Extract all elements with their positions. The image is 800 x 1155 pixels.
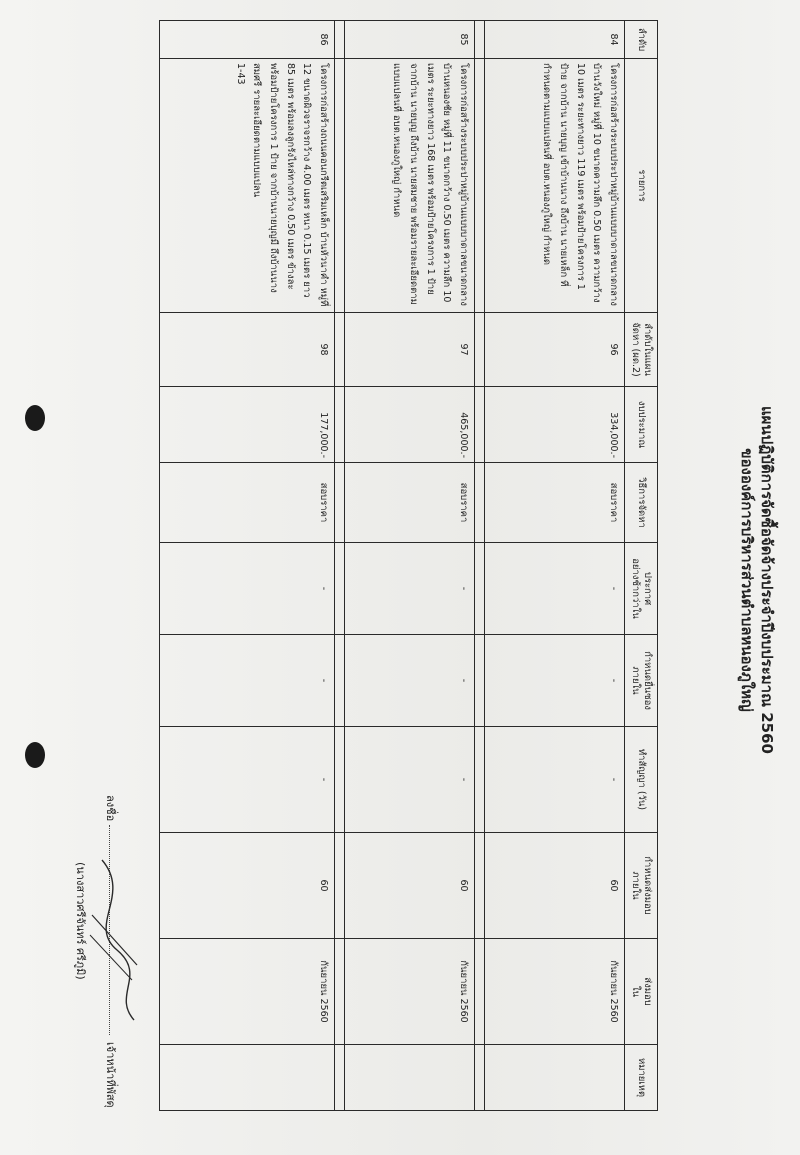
row-note	[345, 1045, 475, 1111]
document-title: แผนปฏิบัติการจัดซื้อจัดจ้างประจำปีงบประมาณ 2560	[758, 406, 776, 754]
row-budget: 334,000.-	[485, 387, 625, 463]
header-month: ส่งมอบ ใน	[625, 939, 658, 1045]
row-note	[485, 1045, 625, 1111]
signature-block	[30, 20, 120, 1140]
header-delivery: กำหนดส่งมอบ ภายใน	[625, 833, 658, 939]
header-plan-no: ลำดับในแผน จัดหา (ผด.2)	[625, 313, 658, 387]
row-contract: -	[485, 727, 625, 833]
row-detail: โครงการก่อสร้างถนนคอนกรีตเสริมเหล็ก บ้านหัวนาคำ หมู่ที่ 12 ขนาดผิวจราจรกว้าง 4.00 เมตร หนา 0.15 เมตร ยาว 85 เมตร พร้อมลงลูกรังไหล่ทางกว้าง 0.50 เมตร ข้างละ พร้อมป้ายโครงการ 1 ป้าย จากบ้านนายบุญมี ถึงบ้านนางสมศรี รายละเอียดตามแบบแปลน 1-43	[160, 59, 335, 313]
row-contract: -	[345, 727, 475, 833]
row-note	[160, 1045, 335, 1111]
row-contract: -	[160, 727, 335, 833]
spacer-row	[475, 21, 485, 1111]
row-announce: -	[160, 543, 335, 635]
signature-role: เจ้าหน้าที่พัสดุ	[104, 1042, 117, 1108]
handwritten-signature	[82, 855, 142, 1025]
page-ref: 1-43	[234, 63, 246, 85]
row-delivery: 60	[345, 833, 475, 939]
table-row	[345, 21, 475, 1111]
row-plan-no: 97	[345, 313, 475, 387]
table-row	[160, 21, 335, 1111]
row-detail: โครงการก่อสร้างระบบประปาหมู่บ้านแบบบาดาลขนาดกลาง บ้านวังใหม่ หมู่ที่ 10 ขนาดความลึก 0.50 เมตร ความกว้าง 10 เมตร ระยะทางยาว 119 เมตร พร้อมป้ายโครงการ 1 ป้าย จากบ้าน นายบุญ เข้าบ้านนาง ถึงบ้าน นายเหล็ก ที่กำหนดตามแบบแปลนที่ อบต.หนองภูใหญ่ กำหนด	[485, 59, 625, 313]
row-month: กันยายน 2560	[345, 939, 475, 1045]
table-row	[485, 21, 625, 1111]
header-detail: รายการ	[625, 59, 658, 313]
row-no: 86	[160, 21, 335, 59]
row-announce: -	[345, 543, 475, 635]
row-budget: 177,000.-	[160, 387, 335, 463]
rotated-document	[15, 20, 795, 1140]
procurement-table	[159, 20, 658, 1111]
row-plan-no: 98	[160, 313, 335, 387]
row-announce: -	[485, 543, 625, 635]
document-subtitle: ขององค์การบริหารส่วนตำบลหนองภูใหญ่	[738, 448, 756, 712]
header-budget: งบประมาณ	[625, 387, 658, 463]
row-submit: -	[160, 635, 335, 727]
row-submit: -	[485, 635, 625, 727]
spacer-row	[335, 21, 345, 1111]
row-method: สอบราคา	[345, 463, 475, 543]
row-delivery: 60	[160, 833, 335, 939]
header-submit: กำหนดยื่นซอง ภายใน	[625, 635, 658, 727]
header-method: วิธีการจัดหา	[625, 463, 658, 543]
row-method: สอบราคา	[160, 463, 335, 543]
row-month: กันยายน 2560	[485, 939, 625, 1045]
row-no: 85	[345, 21, 475, 59]
header-no: ลำดับ	[625, 21, 658, 59]
signature-label: ลงชื่อ	[104, 795, 117, 822]
row-no: 84	[485, 21, 625, 59]
row-month: กันยายน 2560	[160, 939, 335, 1045]
row-budget: 465,000.-	[345, 387, 475, 463]
header-note: หมายเหตุ	[625, 1045, 658, 1111]
row-detail: โครงการก่อสร้างระบบประปาหมู่บ้านแบบบาดาลขนาดกลาง บ้านหนองชัย หมู่ที่ 11 ขนาดกว้าง 0.50 เมตร ความลึก 10 เมตร ระยะทางยาว 168 เมตร พร้อมป้ายโครงการ 1 ป้าย จากบ้าน นายบุญ ถึงบ้าน นายสมชาย พร้อมรายละเอียดตามแบบแปลนที่ อบต.หนองภูใหญ่ กำหนด	[345, 59, 475, 313]
row-delivery: 60	[485, 833, 625, 939]
row-submit: -	[345, 635, 475, 727]
signature-name: (นางสาวศรีจันทร์ ศรีภูมิ)	[74, 862, 87, 980]
table-header-row	[625, 21, 658, 1111]
header-contract: ทำสัญญา (วัน)	[625, 727, 658, 833]
row-method: สอบราคา	[485, 463, 625, 543]
header-announce: ประกาศ อย่างช้ากว่าใน	[625, 543, 658, 635]
row-plan-no: 96	[485, 313, 625, 387]
